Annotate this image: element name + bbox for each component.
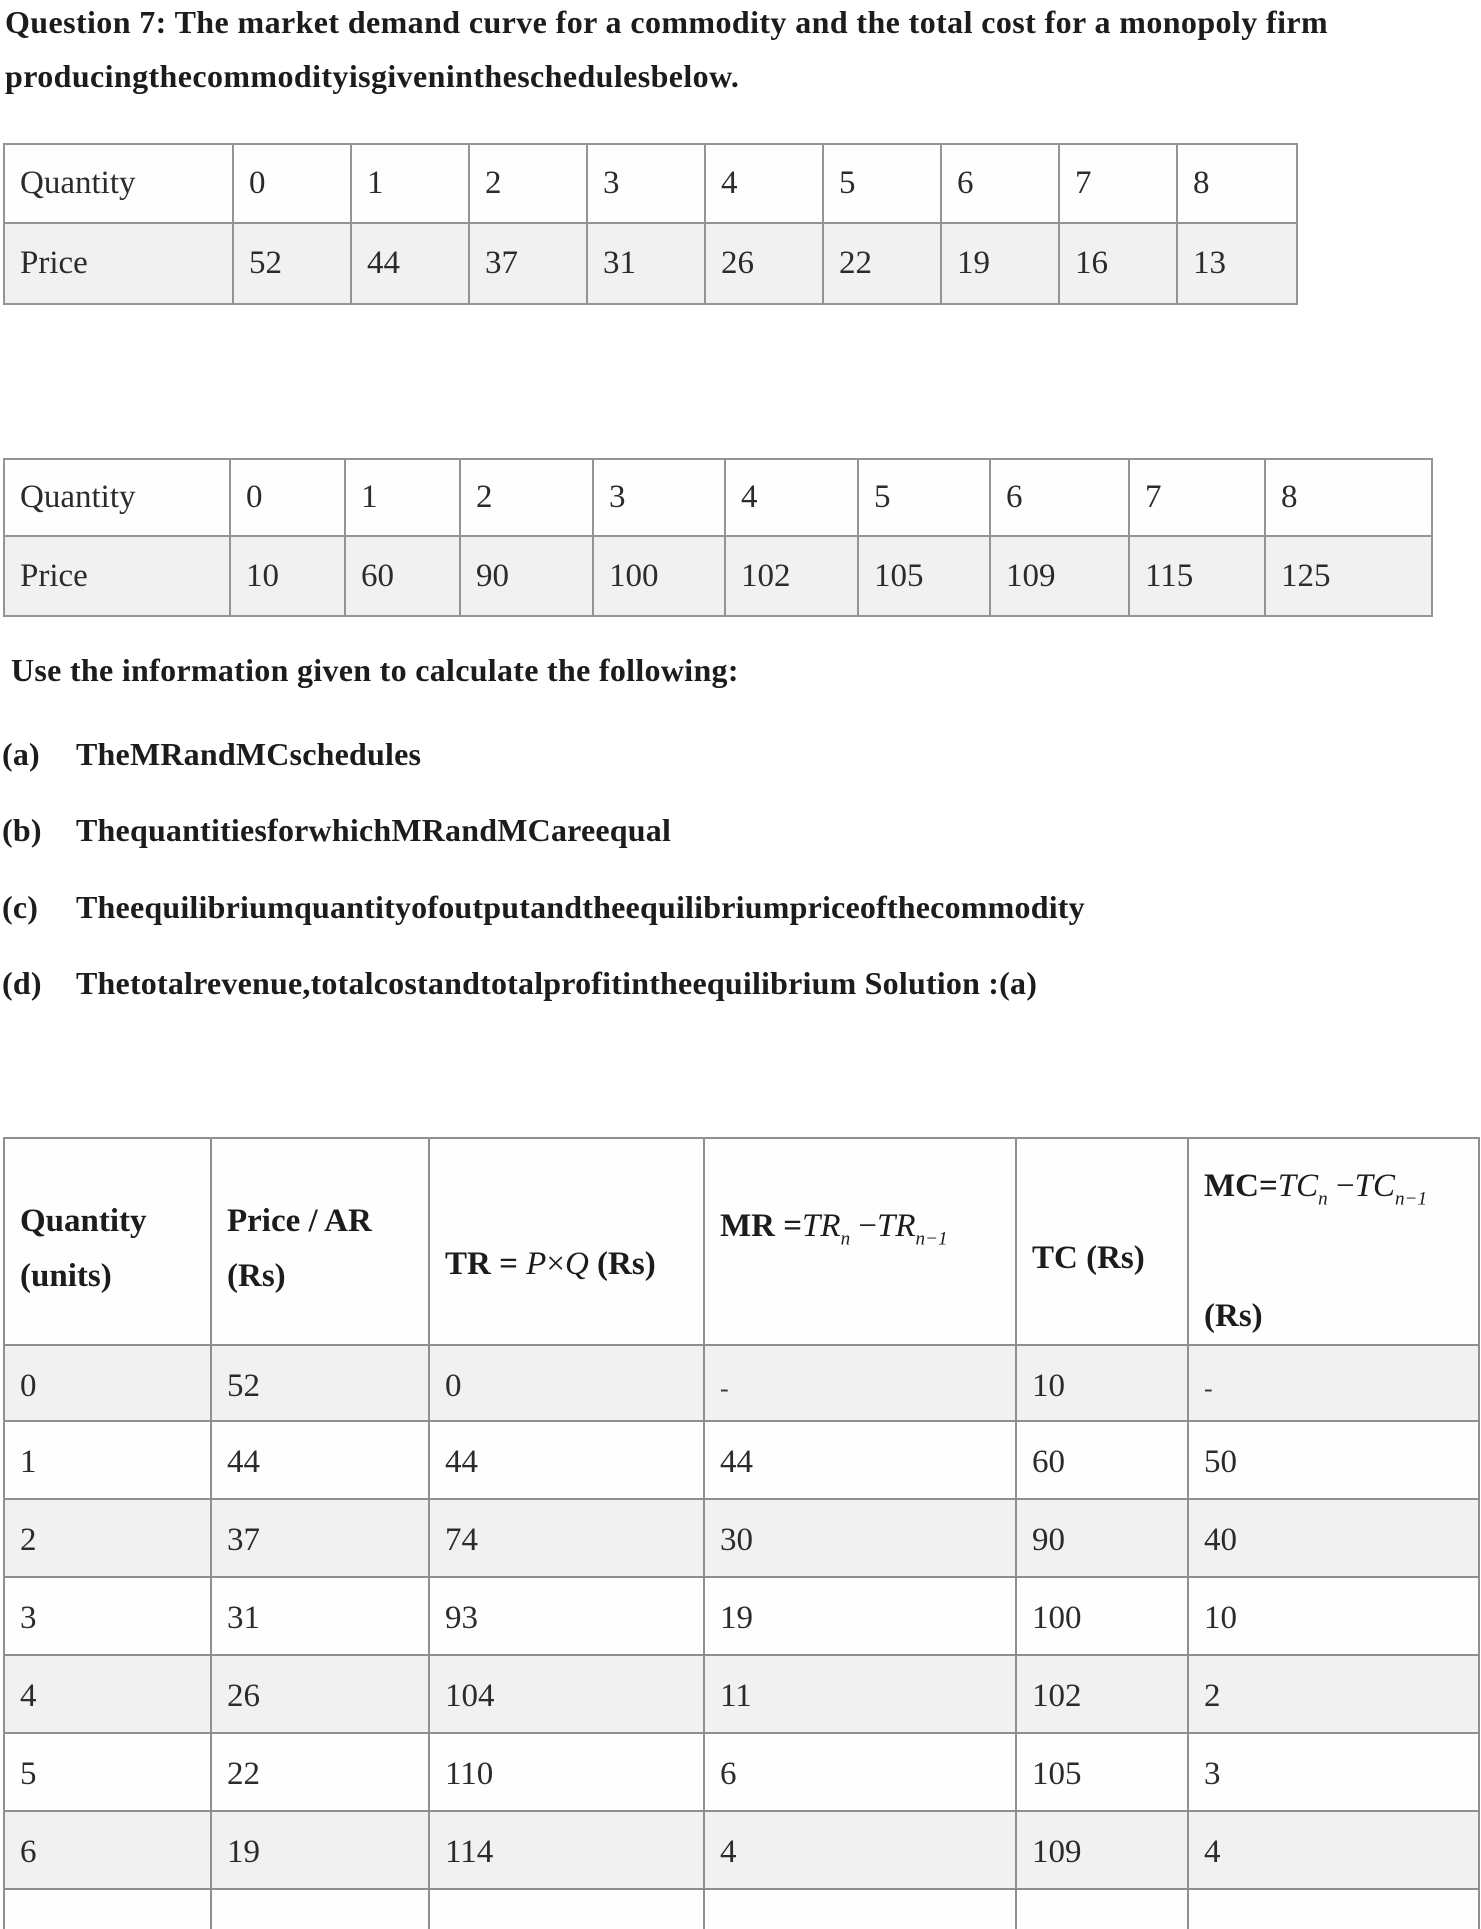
instruction-text: Use the information given to calculate the following: [11, 652, 739, 688]
demand-price-label: Price [4, 223, 233, 304]
formula-text: MC= [1204, 1168, 1278, 1204]
tr-formula [445, 1237, 703, 1292]
cost-quantity-cell: 4 [725, 459, 858, 536]
header-line: Quantity [20, 1203, 147, 1239]
header-line: (Rs) [1204, 1297, 1263, 1334]
header-line: (Rs) [227, 1258, 286, 1294]
cell-mr: - [704, 1345, 1016, 1421]
cell-mc: 40 [1188, 1499, 1479, 1577]
demand-quantity-cell: 0 [233, 144, 351, 223]
mr-formula [720, 1199, 1015, 1267]
cost-price-cell: 115 [1129, 536, 1265, 616]
formula-var: P [526, 1246, 547, 1282]
formula-subscript: n [1318, 1188, 1328, 1210]
solution-row-1 [4, 1421, 1479, 1499]
demand-quantity-label: Quantity [4, 144, 233, 223]
cell-tr: 93 [429, 1577, 704, 1655]
cell-tr: 0 [429, 1345, 704, 1421]
cell-mc: 50 [1188, 1421, 1479, 1499]
cell-price: 52 [211, 1345, 429, 1421]
cost-quantity-row [4, 459, 1432, 536]
cell-mr: 30 [704, 1499, 1016, 1577]
question-title-line2: producingthecommodityisgivenintheschedulesbelow. [5, 58, 740, 94]
demand-price-cell: 44 [351, 223, 469, 304]
item-marker: (b) [2, 812, 42, 848]
cell-tc: 109 [1016, 1811, 1188, 1889]
formula-var: TR [802, 1208, 841, 1244]
minus-operator: − [850, 1208, 877, 1244]
col-header-quantity [4, 1138, 211, 1345]
formula-var: TC [1354, 1168, 1395, 1204]
cell-price: 22 [211, 1733, 429, 1811]
demand-quantity-row [4, 144, 1297, 223]
cost-quantity-label: Quantity [4, 459, 230, 536]
cost-price-cell: 102 [725, 536, 858, 616]
cost-quantity-cell: 2 [460, 459, 593, 536]
demand-price-cell: 22 [823, 223, 941, 304]
demand-price-cell: 26 [705, 223, 823, 304]
question-item-b [2, 812, 671, 849]
demand-price-cell: 13 [1177, 223, 1297, 304]
mc-formula [1204, 1159, 1478, 1227]
cell-mr: 44 [704, 1421, 1016, 1499]
solution-row-6 [4, 1811, 1479, 1889]
demand-price-cell: 37 [469, 223, 587, 304]
cell-quantity: 3 [4, 1577, 211, 1655]
cell-tc [1016, 1889, 1188, 1929]
cell-tc: 102 [1016, 1655, 1188, 1733]
cost-price-cell: 105 [858, 536, 990, 616]
cell-mc: 10 [1188, 1577, 1479, 1655]
solution-table [3, 1137, 1480, 1929]
cost-quantity-cell: 5 [858, 459, 990, 536]
demand-quantity-cell: 1 [351, 144, 469, 223]
col-header-tr-formula [429, 1138, 704, 1345]
cell-tc: 100 [1016, 1577, 1188, 1655]
cell-tr: 114 [429, 1811, 704, 1889]
demand-schedule-table [3, 143, 1298, 305]
demand-quantity-cell: 2 [469, 144, 587, 223]
item-marker: (c) [2, 889, 39, 925]
demand-quantity-cell: 8 [1177, 144, 1297, 223]
cell-mc [1188, 1889, 1479, 1929]
col-header-tc [1016, 1138, 1188, 1345]
formula-text: MR = [720, 1208, 803, 1244]
cell-tr: 110 [429, 1733, 704, 1811]
demand-quantity-cell: 3 [587, 144, 705, 223]
cell-quantity: 1 [4, 1421, 211, 1499]
cost-price-cell: 109 [990, 536, 1129, 616]
formula-subscript: n−1 [915, 1228, 948, 1250]
header-line: (units) [20, 1258, 112, 1294]
col-header-price-ar [211, 1138, 429, 1345]
cost-quantity-cell: 7 [1129, 459, 1265, 536]
multiply-operator: × [546, 1246, 565, 1282]
cost-quantity-cell: 6 [990, 459, 1129, 536]
item-text: TheMRandMCschedules [76, 736, 422, 772]
cell-mr: 19 [704, 1577, 1016, 1655]
cell-quantity: 5 [4, 1733, 211, 1811]
cost-schedule-table [3, 458, 1433, 617]
cost-quantity-cell: 8 [1265, 459, 1432, 536]
cell-tr: 74 [429, 1499, 704, 1577]
item-text: Theequilibriumquantityofoutputandtheequilibriumpriceofthecommodity [76, 889, 1085, 925]
cost-price-cell: 100 [593, 536, 725, 616]
cell-mc: 4 [1188, 1811, 1479, 1889]
cell-quantity: 4 [4, 1655, 211, 1733]
formula-text: (Rs) [588, 1246, 656, 1282]
formula-subscript: n [840, 1228, 851, 1250]
demand-quantity-cell: 4 [705, 144, 823, 223]
minus-operator: − [1327, 1168, 1355, 1204]
demand-quantity-cell: 7 [1059, 144, 1177, 223]
cost-price-cell: 10 [230, 536, 345, 616]
cell-price: 44 [211, 1421, 429, 1499]
header-line: Price / AR [227, 1203, 372, 1239]
question-item-a [2, 736, 421, 773]
question-item-d [2, 965, 1037, 1002]
cell-price: 26 [211, 1655, 429, 1733]
cell-tr [429, 1889, 704, 1929]
cell-price: 19 [211, 1811, 429, 1889]
cost-quantity-cell: 0 [230, 459, 345, 536]
cell-mr: 6 [704, 1733, 1016, 1811]
cell-quantity: 2 [4, 1499, 211, 1577]
item-text: ThequantitiesforwhichMRandMCareequal [76, 812, 672, 848]
solution-row-0 [4, 1345, 1479, 1421]
formula-subscript: n−1 [1394, 1188, 1428, 1210]
demand-price-row [4, 223, 1297, 304]
cell-mc: 3 [1188, 1733, 1479, 1811]
cell-price: 37 [211, 1499, 429, 1577]
item-marker: (d) [2, 965, 42, 1001]
cell-tc: 105 [1016, 1733, 1188, 1811]
cell-price [211, 1889, 429, 1929]
cell-price: 31 [211, 1577, 429, 1655]
cost-price-cell: 125 [1265, 536, 1432, 616]
formula-var: TC [1277, 1168, 1319, 1204]
cell-quantity: 6 [4, 1811, 211, 1889]
cell-tr: 44 [429, 1421, 704, 1499]
item-marker: (a) [2, 736, 40, 772]
cell-mr: 4 [704, 1811, 1016, 1889]
header-line: TC (Rs) [1032, 1240, 1145, 1276]
demand-price-cell: 16 [1059, 223, 1177, 304]
cell-mr [704, 1889, 1016, 1929]
demand-quantity-cell: 6 [941, 144, 1059, 223]
question-item-c [2, 889, 1085, 926]
cell-tc: 60 [1016, 1421, 1188, 1499]
demand-quantity-cell: 5 [823, 144, 941, 223]
cell-mr: 11 [704, 1655, 1016, 1733]
cell-mc: - [1188, 1345, 1479, 1421]
cost-price-label: Price [4, 536, 230, 616]
demand-price-cell: 52 [233, 223, 351, 304]
cost-quantity-cell: 1 [345, 459, 460, 536]
solution-row-4 [4, 1655, 1479, 1733]
cell-tc: 90 [1016, 1499, 1188, 1577]
solution-row-7 [4, 1889, 1479, 1929]
demand-price-cell: 31 [587, 223, 705, 304]
formula-text: TR = [445, 1246, 527, 1282]
question-title-line1: Question 7: The market demand curve for a commodity and the total cost for a monopoly firm [5, 4, 1329, 40]
formula-var: TR [877, 1208, 916, 1244]
solution-row-3 [4, 1577, 1479, 1655]
solution-row-5 [4, 1733, 1479, 1811]
cell-mc: 2 [1188, 1655, 1479, 1733]
cost-price-cell: 60 [345, 536, 460, 616]
col-header-mr-formula [704, 1138, 1016, 1345]
cell-tc: 10 [1016, 1345, 1188, 1421]
item-text: Thetotalrevenue,totalcostandtotalprofitintheequilibrium Solution :(a) [76, 965, 1038, 1001]
demand-price-cell: 19 [941, 223, 1059, 304]
col-header-mc-formula [1188, 1138, 1479, 1345]
cost-price-row [4, 536, 1432, 616]
cell-quantity [4, 1889, 211, 1929]
formula-var: Q [564, 1246, 589, 1282]
cost-price-cell: 90 [460, 536, 593, 616]
solution-header-row [4, 1138, 1479, 1345]
solution-row-2 [4, 1499, 1479, 1577]
cell-tr: 104 [429, 1655, 704, 1733]
cell-quantity: 0 [4, 1345, 211, 1421]
cost-quantity-cell: 3 [593, 459, 725, 536]
